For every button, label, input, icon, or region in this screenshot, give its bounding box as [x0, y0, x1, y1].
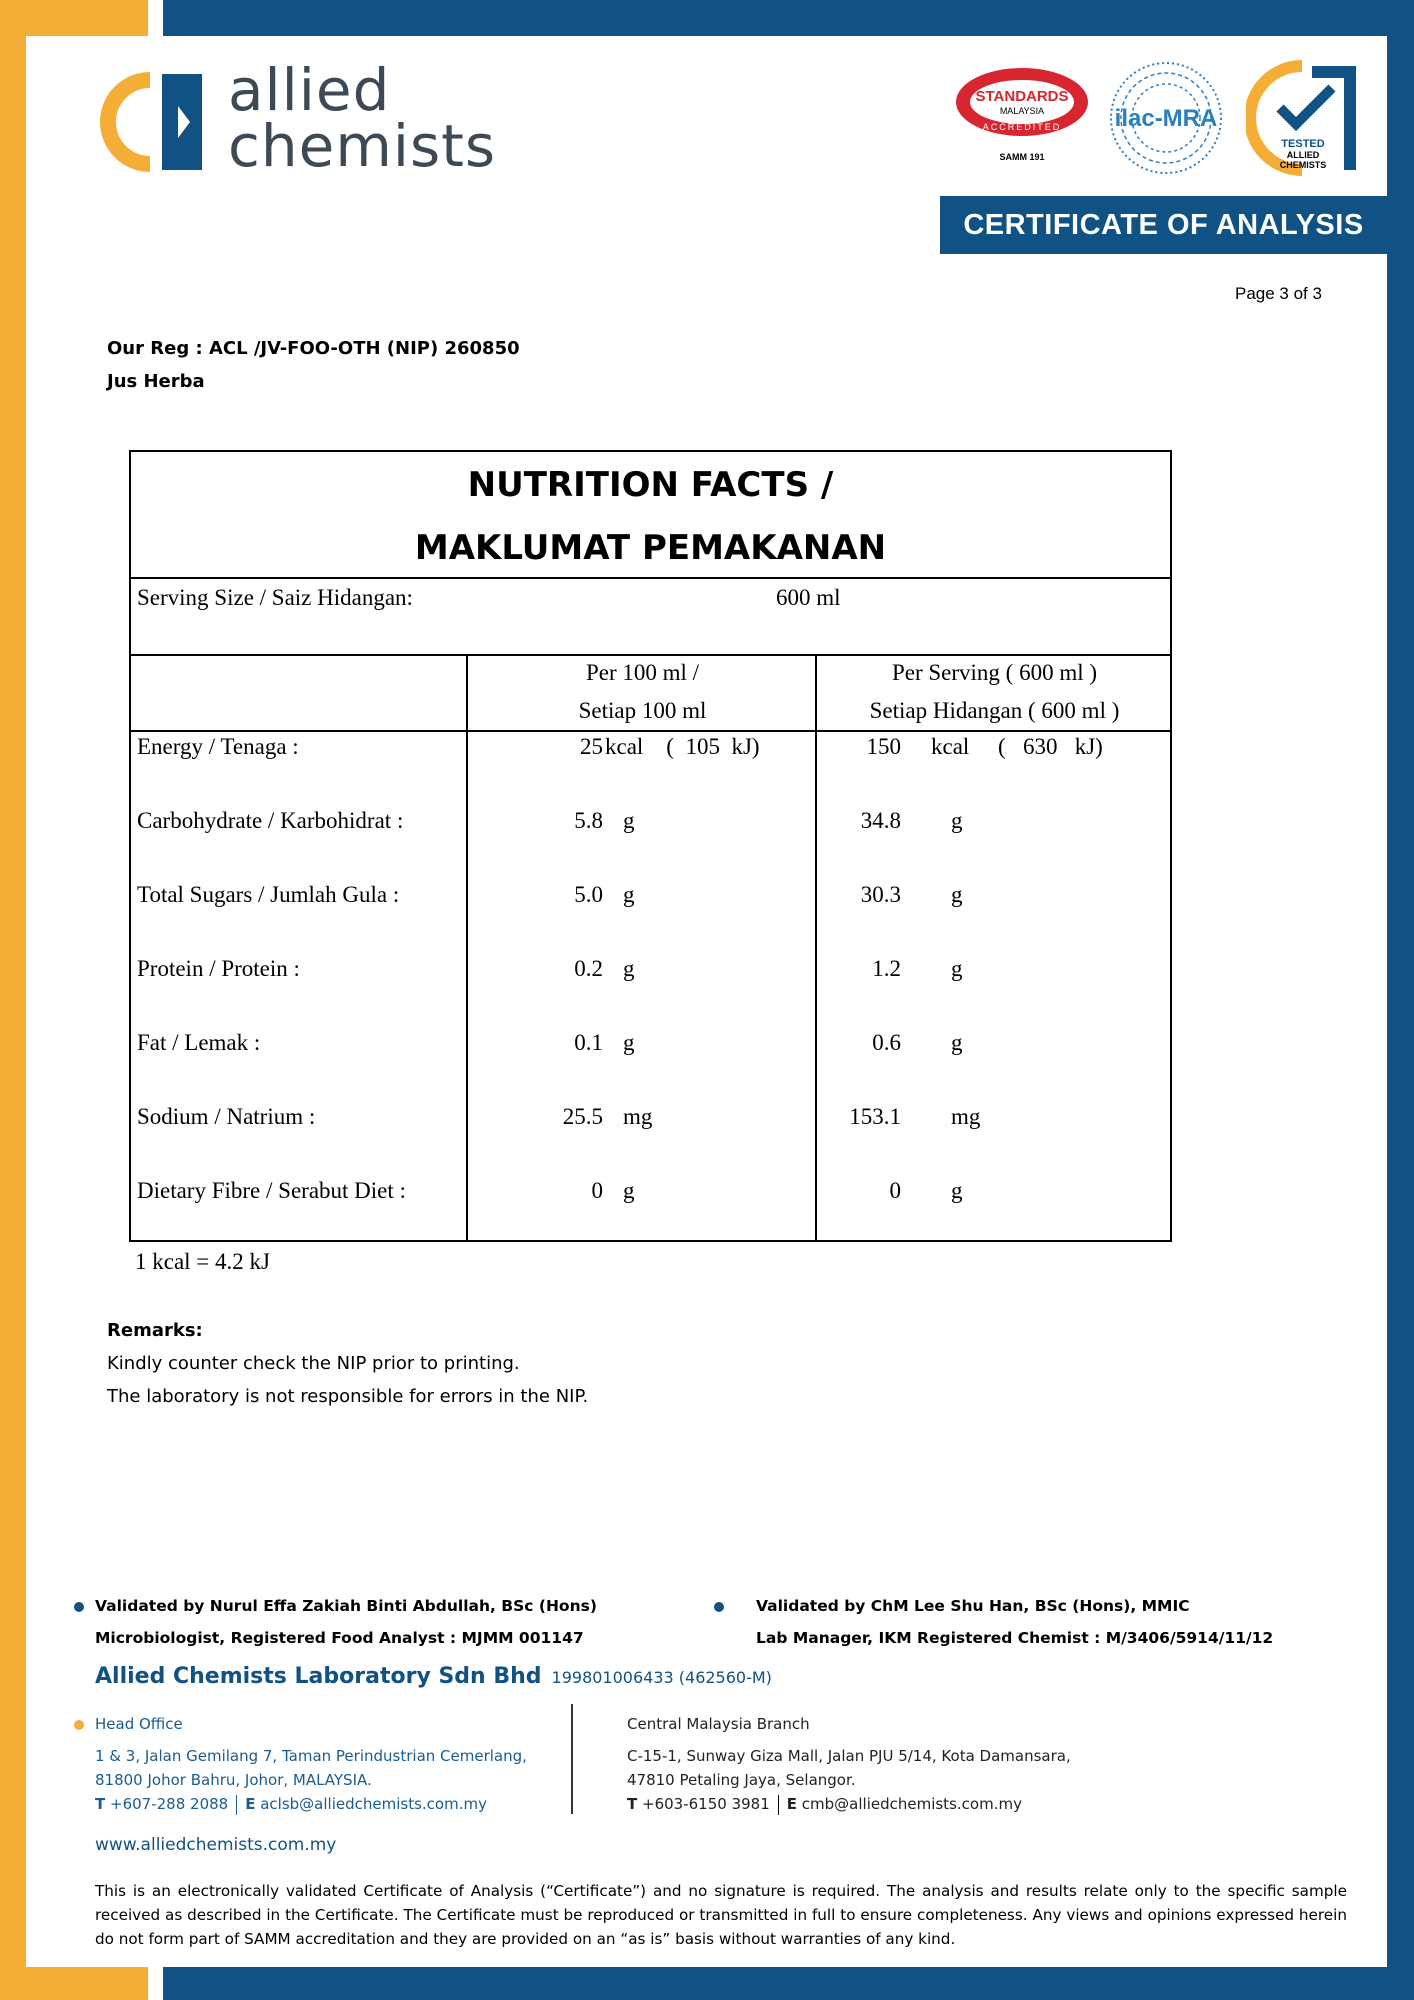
validator-2-bullet-icon	[714, 1602, 724, 1612]
per-100ml-unit: g	[623, 808, 635, 833]
website-link[interactable]: www.alliedchemists.com.my	[95, 1835, 337, 1855]
per-100ml-value: 0	[591, 1178, 603, 1203]
branch-office-email-label: E	[786, 1795, 797, 1813]
per-serving-header-line-1: Per Serving ( 600 ml )	[891, 660, 1098, 685]
product-name: Jus Herba	[107, 371, 205, 392]
per-serving-value: 153.1	[849, 1104, 901, 1129]
nutrient-row-total-sugars	[131, 882, 1170, 956]
nutrient-row-protein	[131, 956, 1170, 1030]
per-100ml-header-line-1: Per 100 ml /	[585, 660, 700, 685]
per-serving-value: 1.2	[872, 956, 901, 981]
remarks-line-2: The laboratory is not responsible for errors in the NIP.	[107, 1386, 589, 1407]
tested-allied-chemists-badge	[1246, 60, 1362, 176]
nutrient-label: Fat / Lemak :	[137, 1030, 261, 1055]
nutrient-label: Dietary Fibre / Serabut Diet :	[137, 1178, 406, 1203]
serving-size-label: Serving Size / Saiz Hidangan:	[137, 585, 413, 610]
per-100ml-header	[468, 654, 817, 732]
nutrient-label: Energy / Tenaga :	[137, 734, 299, 759]
validator-1-name: Validated by Nurul Effa Zakiah Binti Abdullah, BSc (Hons)	[95, 1597, 597, 1615]
contact-separator	[778, 1795, 779, 1815]
per-100ml-value: 25.5	[562, 1104, 603, 1129]
company-registration-number: 199801006433 (462560-M)	[551, 1668, 772, 1687]
logo-wordmark	[228, 56, 497, 180]
nutrient-row-fat	[131, 1030, 1170, 1104]
allied-chemists-logo	[98, 56, 498, 182]
accreditation-badges	[950, 60, 1360, 190]
reference-number: Our Reg : ACL /JV-FOO-OTH (NIP) 260850	[107, 338, 520, 359]
serving-size-value: 600 ml	[776, 585, 841, 610]
head-office	[95, 1712, 527, 1816]
per-100ml-unit: kcal ( 105 kJ)	[605, 734, 760, 759]
head-office-email[interactable]: aclsb@alliedchemists.com.my	[260, 1795, 487, 1813]
per-100ml-unit: mg	[623, 1104, 653, 1129]
head-office-title: Head Office	[95, 1715, 183, 1733]
frame-bottom-orange-stripe	[0, 1967, 148, 2000]
per-serving-unit: kcal ( 630 kJ)	[931, 734, 1103, 759]
nutrient-row-dietary-fibre	[131, 1178, 1170, 1252]
logo-line-chemists: chemists	[228, 112, 497, 180]
per-serving-unit: g	[951, 1030, 963, 1055]
nutrient-label: Protein / Protein :	[137, 956, 300, 981]
per-serving-header-line-2: Setiap Hidangan ( 600 ml )	[869, 698, 1120, 723]
ilac-text: ilac-MRA	[1114, 105, 1218, 132]
per-100ml-value: 25	[580, 734, 603, 759]
per-serving-value: 0.6	[872, 1030, 901, 1055]
per-100ml-unit: g	[623, 1030, 635, 1055]
per-100ml-unit: g	[623, 956, 635, 981]
head-office-contact	[95, 1792, 527, 1816]
frame-right-stripe	[1387, 0, 1414, 2000]
standards-country: MALAYSIA	[999, 106, 1045, 116]
nutrient-label: Total Sugars / Jumlah Gula :	[137, 882, 400, 907]
nip-title-line-1: NUTRITION FACTS /	[467, 465, 834, 505]
branch-office-title: Central Malaysia Branch	[627, 1715, 810, 1733]
standards-malaysia-badge	[954, 64, 1094, 164]
validator-1-bullet-icon	[74, 1602, 84, 1612]
nutrient-label: Carbohydrate / Karbohidrat :	[137, 808, 404, 833]
remarks-line-1: Kindly counter check the NIP prior to printing.	[107, 1353, 520, 1374]
branch-office-phone: +603-6150 3981	[642, 1795, 770, 1813]
per-serving-unit: mg	[951, 1104, 981, 1129]
validators-section	[0, 1590, 1414, 1670]
per-serving-unit: g	[951, 808, 963, 833]
branch-office-email[interactable]: cmb@alliedchemists.com.my	[801, 1795, 1022, 1813]
company-info	[95, 1664, 772, 1689]
tested-line-1: TESTED	[1281, 138, 1325, 150]
per-serving-value: 34.8	[860, 808, 901, 833]
nutrient-row-sodium	[131, 1104, 1170, 1178]
company-name: Allied Chemists Laboratory Sdn Bhd	[95, 1664, 542, 1689]
head-office-address-line-2: 81800 Johor Bahru, Johor, MALAYSIA.	[95, 1771, 372, 1789]
remarks-section	[107, 1314, 588, 1413]
per-serving-unit: g	[951, 882, 963, 907]
nutrient-label: Sodium / Natrium :	[137, 1104, 316, 1129]
standards-status: ACCREDITED	[982, 122, 1062, 132]
per-100ml-unit: g	[623, 882, 635, 907]
certificate-title-banner: CERTIFICATE OF ANALYSIS	[940, 196, 1387, 254]
validator-1-title: Microbiologist, Registered Food Analyst : MJMM 001147	[95, 1629, 584, 1647]
nutrient-row-energy	[131, 734, 1170, 808]
nutrient-row-carbohydrate	[131, 808, 1170, 882]
per-100ml-value: 0.2	[574, 956, 603, 981]
energy-conversion-note: 1 kcal = 4.2 kJ	[135, 1249, 270, 1274]
per-100ml-value: 5.0	[574, 882, 603, 907]
validator-2-title: Lab Manager, IKM Registered Chemist : M/3406/5914/11/12	[756, 1629, 1274, 1647]
frame-top-orange-stripe	[0, 0, 148, 36]
nutrition-facts-table	[129, 450, 1172, 1242]
ilac-mra-badge	[1108, 60, 1224, 176]
tested-line-2: ALLIED	[1286, 150, 1320, 160]
per-serving-unit: g	[951, 956, 963, 981]
disclaimer-text: This is an electronically validated Certificate of Analysis (“Certificate”) and no signature is required. The analysis and results relate only to the specific sample received as described in the Certificate. The Certificate must be reproduced or transmitted in full to ensure completeness. Any views and opinions expressed herein do not form part of SAMM accreditation and they are provided on an “as is” basis without warranties of any kind.	[95, 1882, 1347, 1948]
per-serving-value: 30.3	[860, 882, 901, 907]
branch-office-address-line-1: C-15-1, Sunway Giza Mall, Jalan PJU 5/14, Kota Damansara,	[627, 1747, 1071, 1765]
per-100ml-value: 0.1	[574, 1030, 603, 1055]
branch-office-contact	[627, 1792, 1071, 1816]
per-serving-header	[817, 654, 1172, 732]
page-number: Page 3 of 3	[1235, 284, 1322, 303]
office-divider	[571, 1704, 573, 1814]
nip-title	[131, 452, 1170, 579]
validator-2	[756, 1590, 1273, 1654]
head-office-phone-label: T	[95, 1795, 106, 1813]
head-office-bullet-icon	[74, 1720, 84, 1730]
per-serving-unit: g	[951, 1178, 963, 1203]
serving-size-row	[131, 579, 1170, 656]
nip-title-line-2: MAKLUMAT PEMAKANAN	[414, 528, 887, 568]
branch-office-address-line-2: 47810 Petaling Jaya, Selangor.	[627, 1771, 856, 1789]
logo-mark-icon	[98, 66, 216, 178]
label-column-header	[131, 654, 468, 732]
frame-left-stripe	[0, 0, 26, 2000]
branch-office-phone-label: T	[627, 1795, 638, 1813]
standards-title: STANDARDS	[975, 88, 1069, 105]
per-serving-value: 150	[866, 734, 901, 759]
per-serving-value: 0	[889, 1178, 901, 1203]
frame-bottom-blue-stripe	[163, 1967, 1414, 2000]
head-office-email-label: E	[245, 1795, 256, 1813]
head-office-phone: +607-288 2088	[110, 1795, 229, 1813]
contact-separator	[236, 1795, 237, 1815]
logo-line-allied: allied	[228, 56, 391, 124]
validator-1	[95, 1590, 597, 1654]
tested-line-3: CHEMISTS	[1279, 160, 1327, 170]
per-100ml-unit: g	[623, 1178, 635, 1203]
head-office-address-line-1: 1 & 3, Jalan Gemilang 7, Taman Perindustrian Cemerlang,	[95, 1747, 527, 1765]
frame-top-blue-stripe	[163, 0, 1414, 36]
remarks-title: Remarks:	[107, 1320, 203, 1341]
branch-office	[627, 1712, 1071, 1816]
validator-2-name: Validated by ChM Lee Shu Han, BSc (Hons), MMIC	[756, 1597, 1190, 1615]
per-100ml-value: 5.8	[574, 808, 603, 833]
standards-code: SAMM 191	[999, 152, 1045, 162]
per-100ml-header-line-2: Setiap 100 ml	[578, 698, 707, 723]
